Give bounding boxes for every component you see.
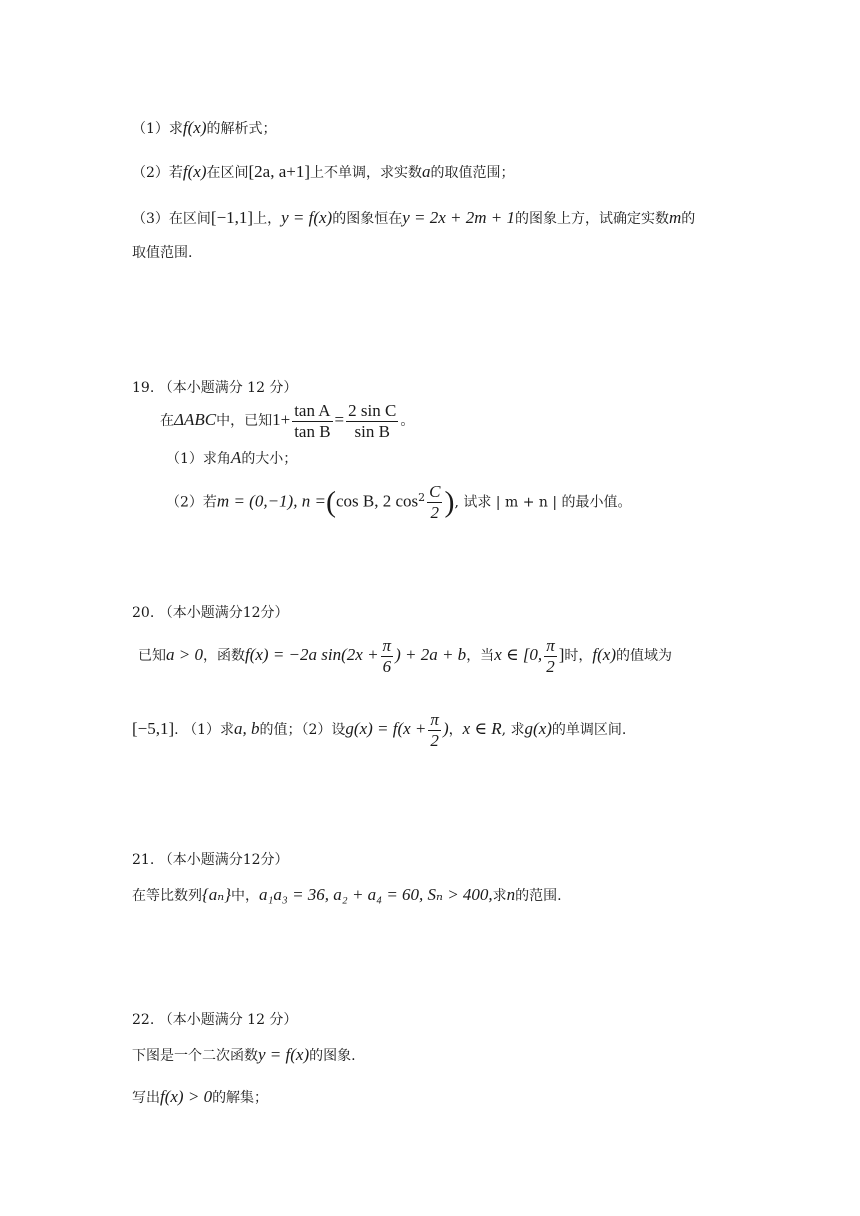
math: f(x) [182, 162, 207, 181]
text: 中，已知 [216, 413, 273, 429]
text: 写出 [132, 1090, 160, 1106]
paren-right: ) [444, 485, 455, 519]
math: a > 0 [166, 645, 203, 664]
denominator: 2 [546, 656, 555, 676]
math: 1+ [272, 410, 291, 429]
math: m = (0,−1), n = [216, 491, 326, 511]
text: 在 [160, 413, 174, 429]
numerator: tan A [294, 400, 331, 420]
numerator: π [430, 709, 439, 729]
text: 的取值范围； [430, 165, 515, 181]
text: 中， [231, 888, 259, 904]
text: , 试求 | m + n | 的最小值。 [454, 494, 632, 511]
fraction-tan [292, 401, 332, 442]
denominator: tan B [294, 421, 331, 441]
q21-header: 21. （本小题满分12分） [132, 852, 289, 868]
q22-intro [132, 1040, 356, 1071]
q20-line2 [132, 708, 626, 751]
text: 上， [253, 211, 282, 227]
math: ΔABC [174, 410, 217, 429]
math: ) + 2a + b [395, 645, 467, 664]
text: 的大小； [241, 451, 298, 467]
math: f(x) [182, 118, 207, 137]
math: g(x) [524, 719, 552, 738]
q19-header: 19. （本小题满分 12 分） [132, 380, 298, 396]
text: （2）若 [132, 165, 183, 181]
numerator: 2 sin C [348, 400, 397, 420]
text: 的单调区间. [551, 722, 627, 738]
q18-part1 [132, 118, 277, 139]
text: ，当 [466, 648, 495, 664]
superscript: 2 [418, 491, 426, 504]
fraction-pi-6 [381, 636, 394, 677]
math: [−1,1] [210, 208, 254, 227]
math: ) [442, 719, 449, 738]
math: x ∈ [0, [494, 645, 543, 664]
numerator: π [382, 635, 392, 655]
math: A [230, 448, 242, 467]
q18-part3-line2: 取值范围. [132, 245, 193, 261]
text: 的值；（2）设 [259, 722, 346, 738]
q22-part1 [132, 1082, 268, 1113]
numerator: C [429, 482, 441, 502]
math: [2a, a+1] [248, 162, 311, 181]
math: f(x) [592, 645, 616, 664]
text: 求 [492, 888, 507, 904]
math: x ∈ R [462, 719, 502, 738]
math: {aₙ} [202, 885, 231, 904]
q20-header: 20. （本小题满分12分） [132, 605, 289, 621]
text: 的 [681, 211, 696, 227]
numerator: π [546, 635, 555, 655]
denominator: 6 [382, 656, 392, 676]
math: = [334, 410, 345, 429]
math: ] [558, 645, 565, 664]
text: 在区间 [206, 165, 249, 181]
text: 的图象. [309, 1048, 356, 1064]
math: [−5,1] [132, 719, 175, 738]
text: 的图象上方，试确定实数 [515, 211, 669, 227]
math: y = f(x) [281, 208, 333, 227]
text: 的图象恒在 [332, 211, 403, 227]
math: g(x) = f(x + [345, 719, 427, 738]
math: cos B, 2 cos [335, 491, 419, 511]
math: a [422, 162, 431, 181]
denominator: 2 [430, 730, 439, 750]
text: 的解集； [212, 1090, 269, 1106]
fraction-c2 [427, 482, 442, 523]
q20-line1 [138, 634, 672, 677]
text: 已知 [138, 648, 166, 664]
math: y = f(x) [258, 1045, 310, 1064]
math: m [669, 208, 682, 227]
text: ，函数 [202, 648, 245, 664]
denominator: 2 [430, 503, 440, 523]
paren-left: ( [325, 485, 336, 519]
text: , 求 [501, 722, 525, 738]
denominator: sin B [354, 421, 390, 441]
q18-part2 [132, 162, 515, 183]
text: （2）若 [166, 494, 217, 511]
q19-part2 [166, 476, 632, 525]
q19-intro [160, 400, 414, 442]
q21-body [132, 880, 562, 911]
text: （3）在区间 [132, 211, 211, 227]
q18-part3 [132, 208, 695, 229]
text: 下图是一个二次函数 [132, 1048, 258, 1064]
text: （1）求 [132, 121, 183, 137]
q19-part1 [166, 448, 297, 469]
fraction-pi-2 [544, 636, 557, 677]
math: a, b [233, 719, 260, 738]
q22-header: 22. （本小题满分 12 分） [132, 1012, 298, 1028]
math: f(x) = −2a sin(2x + [244, 645, 379, 664]
fraction-sin [346, 401, 398, 442]
text: 。 [400, 413, 415, 429]
text: ， [448, 722, 463, 738]
text: 在等比数列 [132, 888, 202, 904]
text: 的解析式； [206, 121, 277, 137]
text: 的范围. [515, 888, 562, 904]
text: 时， [564, 648, 593, 664]
math: f(x) > 0 [160, 1087, 213, 1106]
math: a₁a₃ = 36, a₂ + a₄ = 60, Sₙ > 400, [259, 885, 493, 904]
text: （1）求角 [166, 451, 231, 467]
text: 的值域为 [615, 648, 672, 664]
text: . （1）求 [174, 722, 234, 738]
fraction-pi-2b [428, 710, 441, 751]
text: 上不单调，求实数 [310, 165, 423, 181]
math: y = 2x + 2m + 1 [402, 208, 515, 227]
math: n [506, 885, 516, 904]
